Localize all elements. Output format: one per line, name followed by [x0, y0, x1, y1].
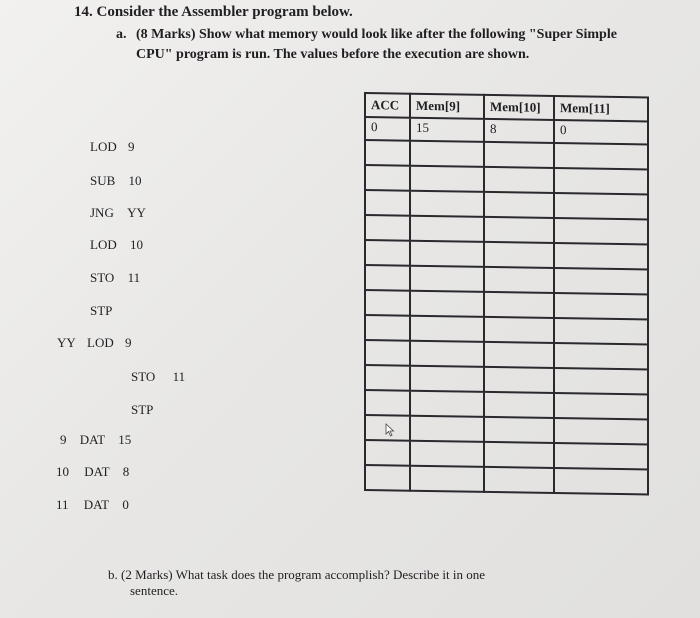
cell-mem11-blank[interactable]: [554, 368, 648, 394]
cell-mem11-blank[interactable]: [554, 268, 648, 294]
cell-acc-blank[interactable]: [365, 365, 410, 391]
cell-mem9-blank[interactable]: [410, 366, 484, 392]
opcode: LOD: [90, 139, 117, 154]
header-mem11: Mem[11]: [554, 96, 648, 121]
table-row: [365, 465, 648, 494]
cell-mem10-blank[interactable]: [484, 442, 554, 468]
cell-mem9-blank[interactable]: [410, 416, 484, 442]
cell-mem9-blank[interactable]: [410, 341, 484, 367]
cell-mem9-blank[interactable]: [410, 391, 484, 417]
code-label: 11: [56, 497, 69, 512]
cell-acc-blank[interactable]: [365, 165, 410, 191]
cell-mem9-blank[interactable]: [410, 216, 484, 242]
part-b-text: (2 Marks) What task does the program accomplish? Describe it in one: [121, 567, 486, 582]
cell-mem11-blank[interactable]: [554, 193, 648, 219]
operand: 11: [127, 270, 141, 285]
header-mem9: Mem[9]: [410, 94, 484, 119]
cell-mem10-blank[interactable]: [484, 367, 554, 393]
cell-acc-blank[interactable]: [365, 215, 410, 241]
question-title: 14. Consider the Assembler program below.: [74, 4, 353, 20]
cell-mem9-initial[interactable]: 15: [410, 118, 484, 142]
cell-mem10-blank[interactable]: [484, 217, 554, 243]
operand: 10: [128, 173, 142, 188]
code-line: [56, 464, 129, 480]
opcode: STP: [90, 303, 113, 318]
operand: 0: [122, 497, 129, 512]
operand: 10: [129, 237, 143, 252]
part-a-text: (8 Marks) Show what memory would look like after the following "Super Simple CPU" program is run. The values before the execution are shown.: [136, 27, 617, 62]
cell-mem10-blank[interactable]: [484, 342, 554, 368]
code-line: [131, 402, 153, 418]
code-line: [90, 205, 146, 221]
cell-mem9-blank[interactable]: [410, 266, 484, 292]
cell-mem9-blank[interactable]: [410, 241, 484, 267]
code-line: [131, 369, 185, 385]
cell-mem9-blank[interactable]: [410, 291, 484, 317]
cell-mem10-blank[interactable]: [484, 242, 554, 268]
cell-mem10-blank[interactable]: [484, 417, 554, 443]
opcode: LOD: [87, 335, 114, 350]
cell-mem9-blank[interactable]: [410, 141, 484, 167]
cell-mem11-blank[interactable]: [554, 443, 648, 469]
cell-mem10-blank[interactable]: [484, 317, 554, 343]
operand: 8: [122, 464, 130, 479]
code-label: YY: [57, 335, 76, 350]
operand: 9: [127, 139, 135, 154]
part-b-text-continued: sentence.: [130, 583, 179, 598]
cell-mem9-blank[interactable]: [410, 316, 484, 342]
cell-acc-blank[interactable]: [365, 140, 410, 166]
opcode: STP: [131, 402, 154, 417]
header-mem10: Mem[10]: [484, 95, 554, 120]
part-b-label: b.: [108, 567, 118, 582]
cell-acc-blank[interactable]: [365, 265, 410, 291]
code-label: 10: [56, 464, 69, 479]
cell-mem11-blank[interactable]: [554, 243, 648, 269]
part-a-label: a.: [116, 27, 127, 42]
cell-acc-blank[interactable]: [365, 290, 410, 316]
code-line: [90, 237, 143, 253]
opcode: JNG: [90, 205, 114, 220]
memory-table: [364, 92, 649, 495]
code-line: [60, 432, 131, 448]
cell-mem10-blank[interactable]: [484, 167, 554, 193]
cell-acc-blank[interactable]: [365, 440, 410, 466]
cell-mem11-blank[interactable]: [554, 293, 648, 319]
operand: 9: [125, 335, 132, 350]
header-acc: ACC: [365, 93, 410, 118]
opcode: LOD: [90, 237, 117, 252]
code-line: [90, 173, 142, 189]
opcode: STO: [90, 270, 115, 285]
cell-mem11-blank[interactable]: [554, 343, 648, 369]
code-line: [56, 497, 129, 513]
opcode: SUB: [90, 173, 116, 188]
code-line: [57, 335, 132, 351]
cell-mem9-blank[interactable]: [410, 166, 484, 192]
code-line: [90, 303, 112, 319]
cell-mem9-blank[interactable]: [410, 466, 484, 492]
cell-mem10-blank[interactable]: [484, 142, 554, 168]
code-line: [90, 139, 134, 155]
cell-acc-initial[interactable]: 0: [365, 117, 410, 141]
cell-acc-blank[interactable]: [365, 465, 410, 491]
cell-mem11-blank[interactable]: [554, 143, 648, 169]
operand: 11: [172, 369, 186, 384]
cell-mem11-blank[interactable]: [554, 468, 648, 494]
cell-acc-blank[interactable]: [365, 390, 410, 416]
cell-mem11-blank[interactable]: [554, 168, 648, 194]
code-label: 9: [60, 432, 67, 447]
operand: 15: [118, 432, 132, 447]
opcode: STO: [131, 369, 156, 384]
cell-acc-blank[interactable]: [365, 315, 410, 341]
operand: YY: [127, 205, 146, 220]
part-a-prompt: [116, 25, 636, 65]
cell-mem11-blank[interactable]: [554, 393, 648, 419]
code-line: [90, 270, 140, 286]
memory-table-container: [364, 92, 647, 537]
opcode: DAT: [84, 464, 110, 479]
cell-acc-blank[interactable]: [365, 190, 410, 216]
opcode: DAT: [79, 432, 106, 447]
cell-mem10-blank[interactable]: [484, 267, 554, 293]
cell-acc-blank[interactable]: [365, 240, 410, 266]
cell-mem10-blank[interactable]: [484, 292, 554, 318]
cell-mem11-blank[interactable]: [554, 218, 648, 244]
cell-mem11-blank[interactable]: [554, 318, 648, 344]
cell-mem11-blank[interactable]: [554, 418, 648, 444]
cell-mem10-initial[interactable]: 8: [484, 119, 554, 143]
cell-mem9-blank[interactable]: [410, 191, 484, 217]
cell-acc-blank[interactable]: [365, 340, 410, 366]
mouse-pointer-icon: [385, 423, 397, 437]
cell-mem10-blank[interactable]: [484, 192, 554, 218]
cell-mem10-blank[interactable]: [484, 467, 554, 493]
cell-mem10-blank[interactable]: [484, 392, 554, 418]
opcode: DAT: [83, 497, 110, 512]
cell-mem9-blank[interactable]: [410, 441, 484, 467]
cell-mem11-initial[interactable]: 0: [554, 120, 648, 144]
part-b-prompt: [108, 567, 578, 599]
